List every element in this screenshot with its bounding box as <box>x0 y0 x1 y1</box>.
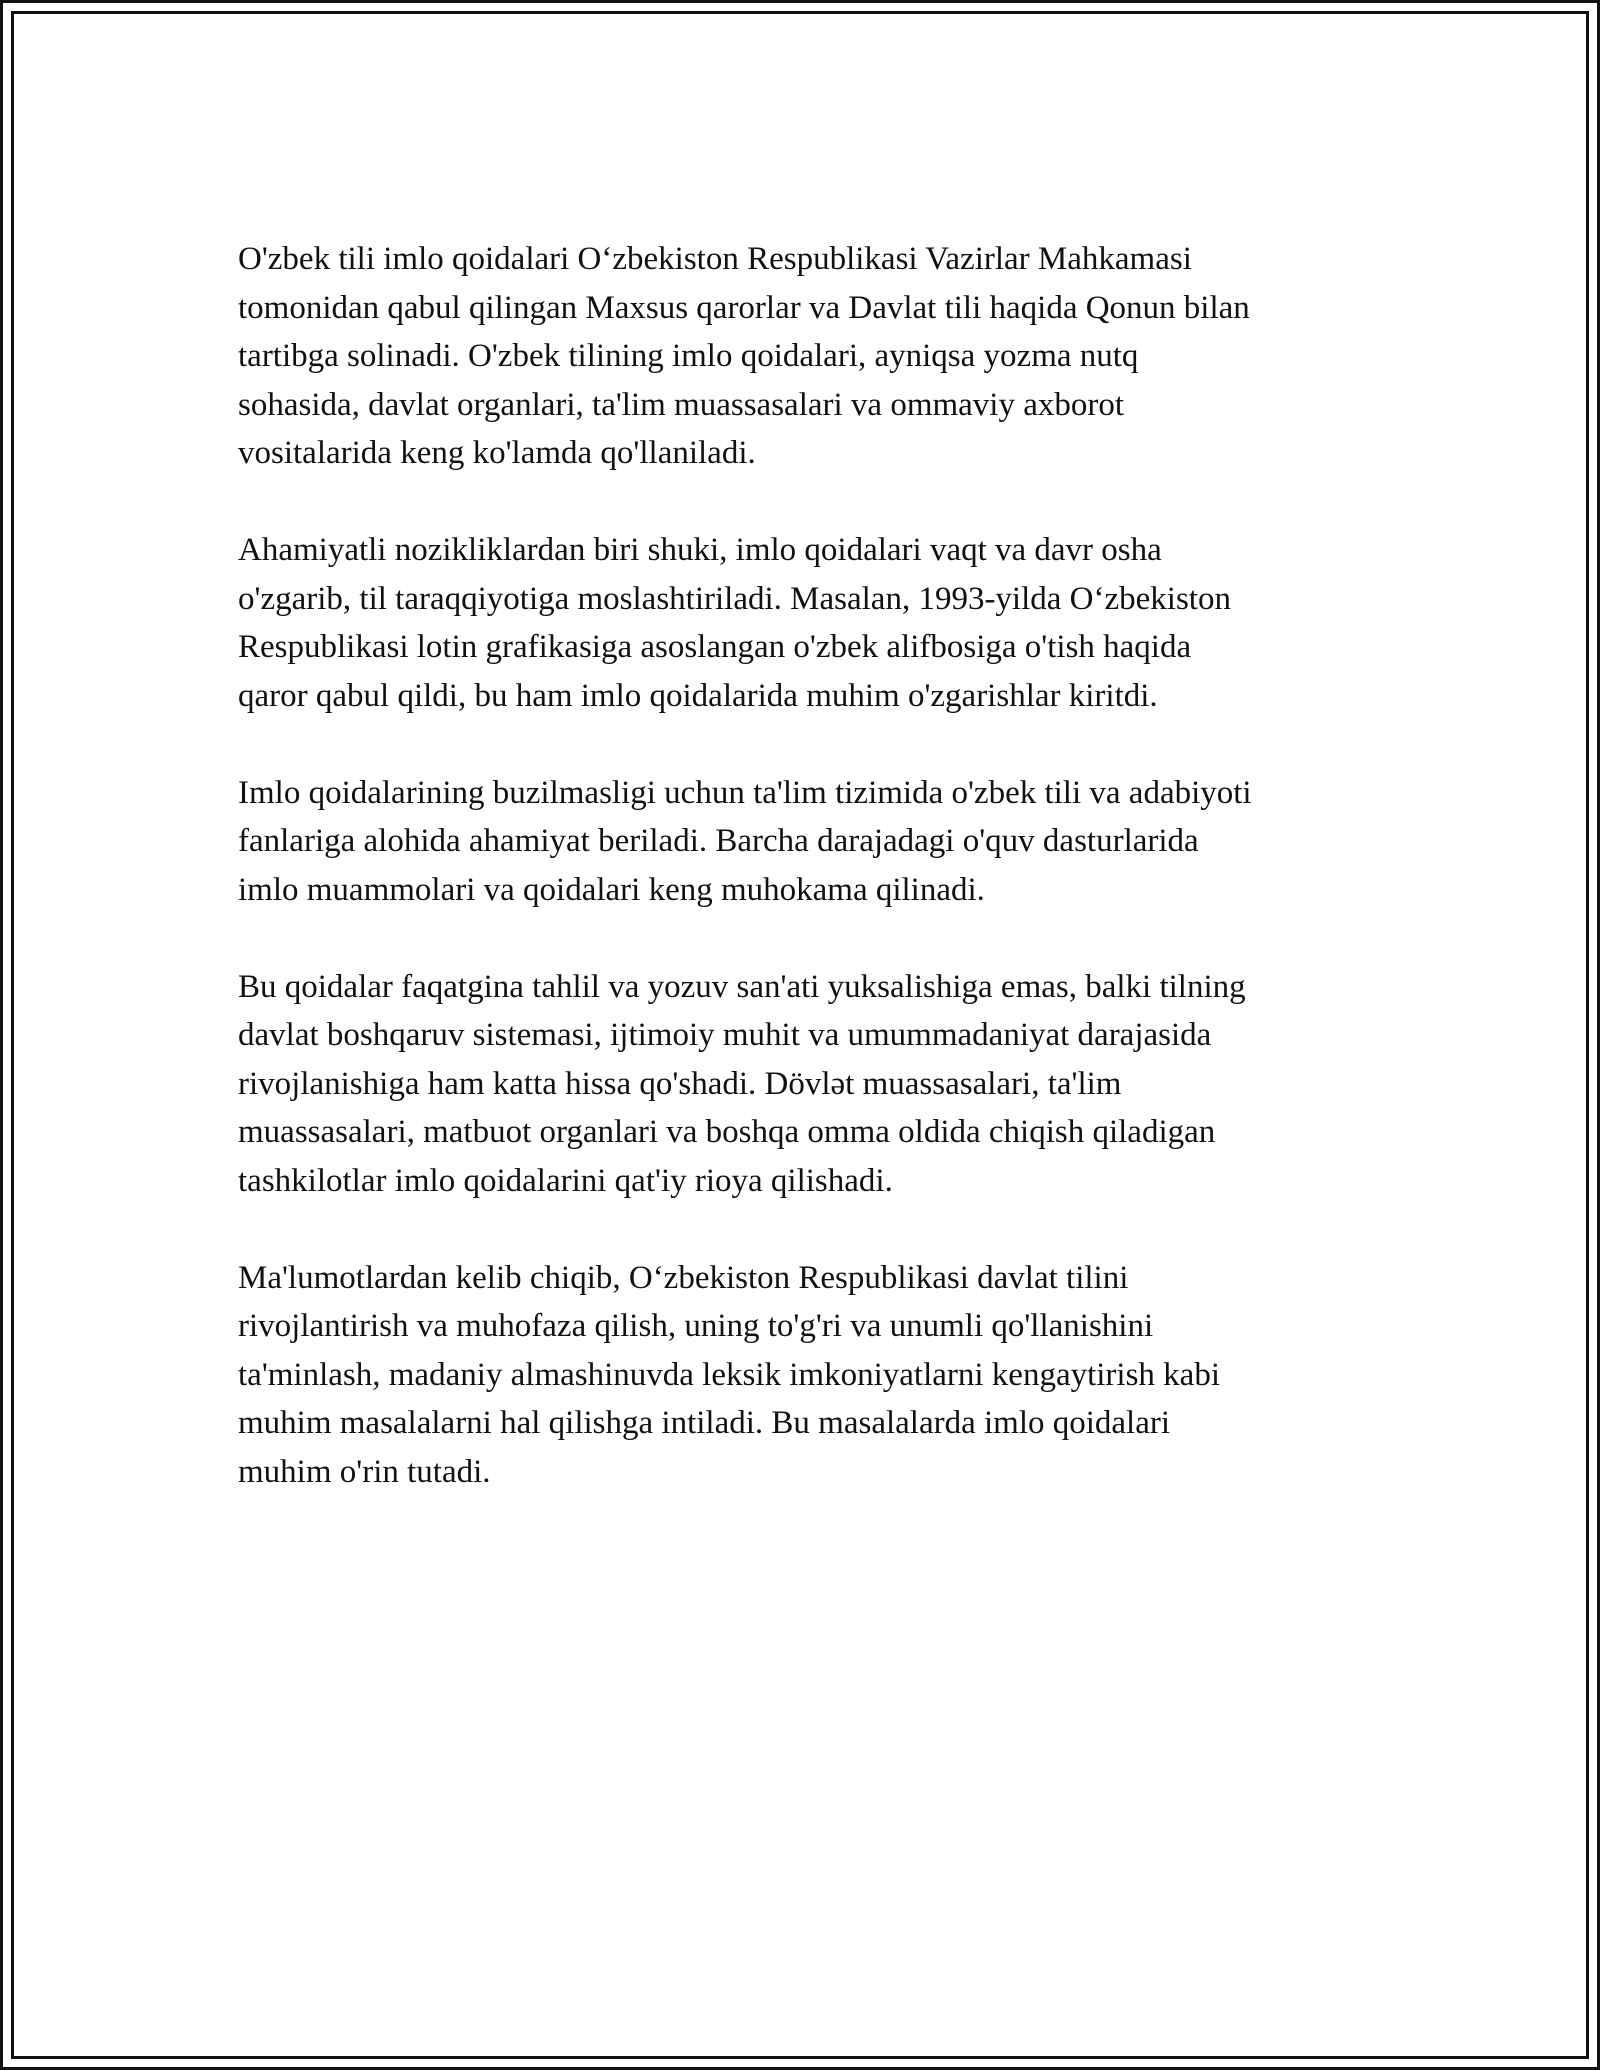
paragraph-line: Imlo qoidalarining buzilmasligi uchun ta'lim tizimida o'zbek tili va adabiyoti <box>238 774 1252 811</box>
paragraph-2 <box>238 526 1388 720</box>
paragraph-line: o'zgarib, til taraqqiyotiga moslashtiriladi. Masalan, 1993-yilda O‘zbekiston <box>238 580 1231 617</box>
paragraph-line: muhim masalalarni hal qilishga intiladi. Bu masalalarda imlo qoidalari <box>238 1405 1171 1441</box>
paragraph-line: Bu qoidalar faqatgina tahlil va yozuv san'ati yuksalishiga emas, balki tilning <box>238 968 1246 1005</box>
paragraph-line: rivojlanishiga ham katta hissa qo'shadi. Dövlət muassasalari, ta'lim <box>238 1065 1122 1102</box>
paragraph-line: qaror qabul qildi, bu ham imlo qoidalarida muhim o'zgarishlar kiritdi. <box>238 677 1158 714</box>
paragraph-line: tashkilotlar imlo qoidalarini qat'iy rioya qilishadi. <box>238 1162 893 1199</box>
paragraph-line: rivojlantirish va muhofaza qilish, uning to'g'ri va unumli qo'llanishini <box>238 1308 1154 1344</box>
paragraph-3 <box>238 769 1388 915</box>
paragraph-line: tartibga solinadi. O'zbek tilining imlo qoidalari, ayniqsa yozma nutq <box>238 338 1139 374</box>
paragraph-line: muhim o'rin tutadi. <box>238 1453 491 1490</box>
paragraph-line: imlo muammolari va qoidalari keng muhokama qilinadi. <box>238 871 985 908</box>
paragraph-line: sohasida, davlat organlari, ta'lim muassasalari va ommaviy axborot <box>238 386 1125 423</box>
paragraph-line: O'zbek tili imlo qoidalari O‘zbekiston Respublikasi Vazirlar Mahkamasi <box>238 241 1192 277</box>
paragraph-line: Ahamiyatli nozikliklardan biri shuki, imlo qoidalari vaqt va davr osha <box>238 532 1162 568</box>
document-body <box>238 235 1388 1545</box>
paragraph-line: vositalarida keng ko'lamda qo'llaniladi. <box>238 435 756 471</box>
paragraph-line: Ma'lumotlardan kelib chiqib, O‘zbekiston Respublikasi davlat tilini <box>238 1259 1129 1296</box>
paragraph-4 <box>238 963 1388 1206</box>
paragraph-line: davlat boshqaruv sistemasi, ijtimoiy muhit va umummadaniyat darajasida <box>238 1017 1212 1053</box>
paragraph-5 <box>238 1254 1388 1497</box>
paragraph-line: Respublikasi lotin grafikasiga asoslangan o'zbek alifbosiga o'tish haqida <box>238 629 1192 665</box>
paragraph-line: fanlariga alohida ahamiyat beriladi. Barcha darajadagi o'quv dasturlarida <box>238 823 1199 859</box>
paragraph-line: ta'minlash, madaniy almashinuvda leksik imkoniyatlarni kengaytirish kabi <box>238 1356 1220 1393</box>
paragraph-line: muassasalari, matbuot organlari va boshqa omma oldida chiqish qiladigan <box>238 1114 1216 1150</box>
paragraph-line: tomonidan qabul qilingan Maxsus qarorlar va Davlat tili haqida Qonun bilan <box>238 289 1250 326</box>
paragraph-1 <box>238 235 1388 478</box>
